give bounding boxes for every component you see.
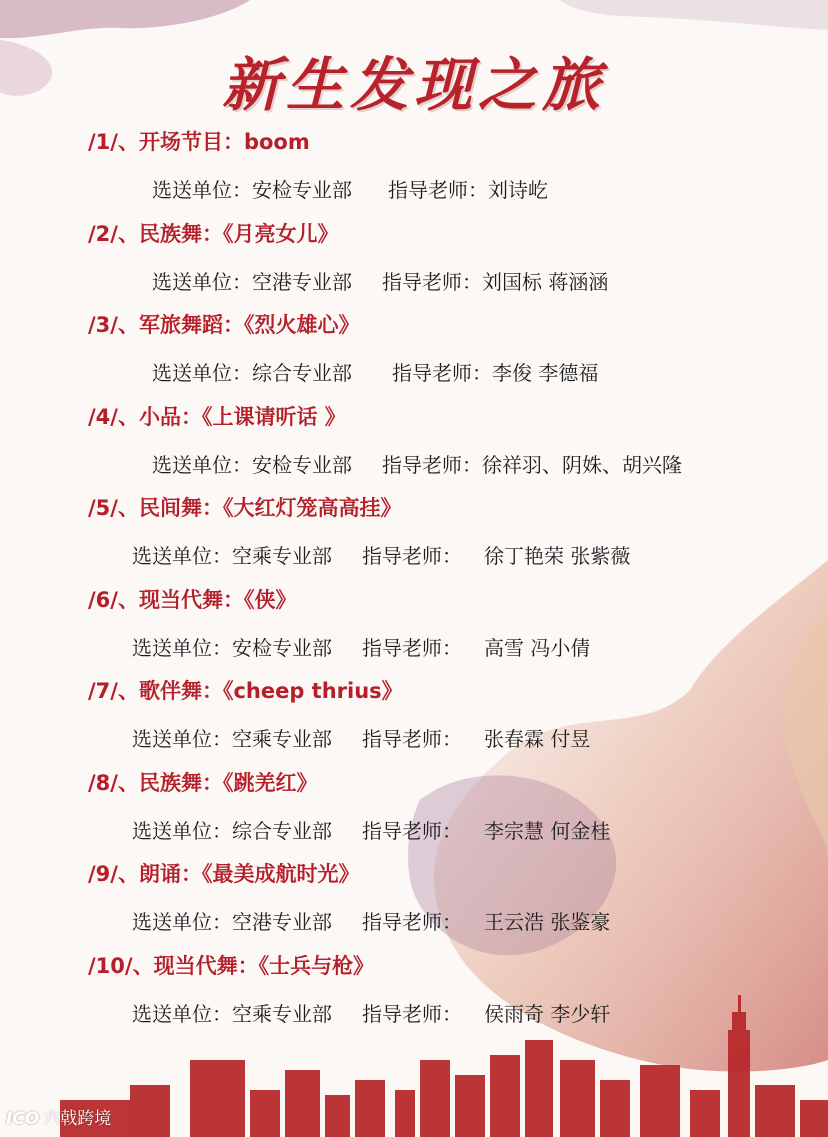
- teacher-value: 李俊 李德福: [492, 361, 599, 385]
- program-title: /8/、民族舞：《跳羌红》: [88, 770, 318, 795]
- program-detail: [152, 449, 682, 478]
- program-item-10: [0, 948, 828, 1040]
- program-item-1: [0, 124, 828, 216]
- program-detail: [132, 632, 590, 661]
- program-detail: [152, 174, 548, 203]
- program-list: [0, 124, 828, 1039]
- unit-label: 选送单位：: [132, 818, 232, 843]
- unit-label: 选送单位：: [132, 635, 232, 660]
- teacher-label: 指导老师：: [392, 361, 492, 385]
- teacher-label: 指导老师：: [382, 452, 482, 477]
- unit-value: 安检专业部: [252, 178, 352, 202]
- teacher-label: 指导老师：: [388, 178, 488, 202]
- unit-value: 安检专业部: [252, 452, 352, 477]
- program-item-7: [0, 673, 828, 765]
- program-detail: [132, 723, 590, 752]
- teacher-value: 张春霖 付昱: [484, 727, 591, 751]
- top-right-brush: [560, 0, 828, 30]
- teacher-value: 李宗慧 何金桂: [484, 818, 611, 843]
- unit-value: 安检专业部: [232, 635, 332, 660]
- unit-value: 空港专业部: [232, 910, 332, 934]
- unit-label: 选送单位：: [152, 269, 252, 294]
- program-item-4: [0, 399, 828, 491]
- program-title: /4/、小品：《上课请听话 》: [88, 404, 346, 429]
- program-title: /1/、开场节目：boom: [88, 130, 310, 154]
- teacher-value: 徐祥羽、阴姝、胡兴隆: [482, 452, 682, 477]
- program-detail: [132, 906, 610, 935]
- program-title: /10/、现当代舞：《士兵与枪》: [88, 953, 375, 978]
- teacher-value: 高雪 冯小倩: [484, 635, 591, 660]
- unit-value: 综合专业部: [232, 818, 332, 843]
- program-detail: [152, 357, 598, 386]
- teacher-value: 王云浩 张鉴豪: [484, 910, 611, 934]
- teacher-label: 指导老师：: [362, 544, 462, 568]
- teacher-label: 指导老师：: [362, 818, 462, 843]
- teacher-label: 指导老师：: [362, 635, 462, 660]
- watermark-text: 六戟跨境: [43, 1109, 112, 1129]
- unit-value: 空港专业部: [252, 269, 352, 294]
- teacher-label: 指导老师：: [362, 1001, 462, 1026]
- teacher-value: 刘诗屹: [488, 178, 548, 202]
- program-item-6: [0, 582, 828, 674]
- unit-value: 空乘专业部: [232, 727, 332, 751]
- unit-value: 空乘专业部: [232, 1001, 332, 1026]
- top-left-brush: [0, 0, 250, 38]
- unit-value: 综合专业部: [252, 361, 352, 385]
- teacher-value: 刘国标 蒋涵涵: [482, 269, 609, 294]
- teacher-label: 指导老师：: [362, 727, 462, 751]
- unit-label: 选送单位：: [152, 452, 252, 477]
- program-detail: [132, 540, 630, 569]
- unit-value: 空乘专业部: [232, 544, 332, 568]
- watermark-logo: ICO: [6, 1109, 40, 1129]
- program-item-9: [0, 856, 828, 948]
- program-item-5: [0, 490, 828, 582]
- program-detail: [132, 998, 610, 1027]
- program-title: /2/、民族舞：《月亮女儿》: [88, 221, 339, 246]
- unit-label: 选送单位：: [132, 910, 232, 934]
- program-title: /3/、军旅舞蹈：《烈火雄心》: [88, 313, 360, 337]
- program-item-2: [0, 216, 828, 308]
- program-detail: [152, 266, 608, 295]
- teacher-value: 徐丁艳荣 张紫薇: [484, 544, 631, 568]
- program-item-8: [0, 765, 828, 857]
- program-title: /6/、现当代舞：《侠》: [88, 587, 297, 612]
- program-detail: [132, 815, 610, 844]
- teacher-label: 指导老师：: [382, 269, 482, 294]
- unit-label: 选送单位：: [132, 1001, 232, 1026]
- watermark: [6, 1104, 111, 1129]
- teacher-value: 侯雨奇 李少轩: [484, 1001, 611, 1026]
- teacher-label: 指导老师：: [362, 910, 462, 934]
- unit-label: 选送单位：: [152, 361, 252, 385]
- program-item-3: [0, 307, 828, 399]
- unit-label: 选送单位：: [132, 727, 232, 751]
- unit-label: 选送单位：: [132, 544, 232, 568]
- unit-label: 选送单位：: [152, 178, 252, 202]
- page-title: 新生发现之旅: [221, 51, 606, 119]
- program-title: /9/、朗诵：《最美成航时光》: [88, 862, 360, 886]
- program-title: /7/、歌伴舞：《cheep thrius》: [88, 679, 403, 703]
- program-title: /5/、民间舞：《大红灯笼高高挂》: [88, 496, 402, 520]
